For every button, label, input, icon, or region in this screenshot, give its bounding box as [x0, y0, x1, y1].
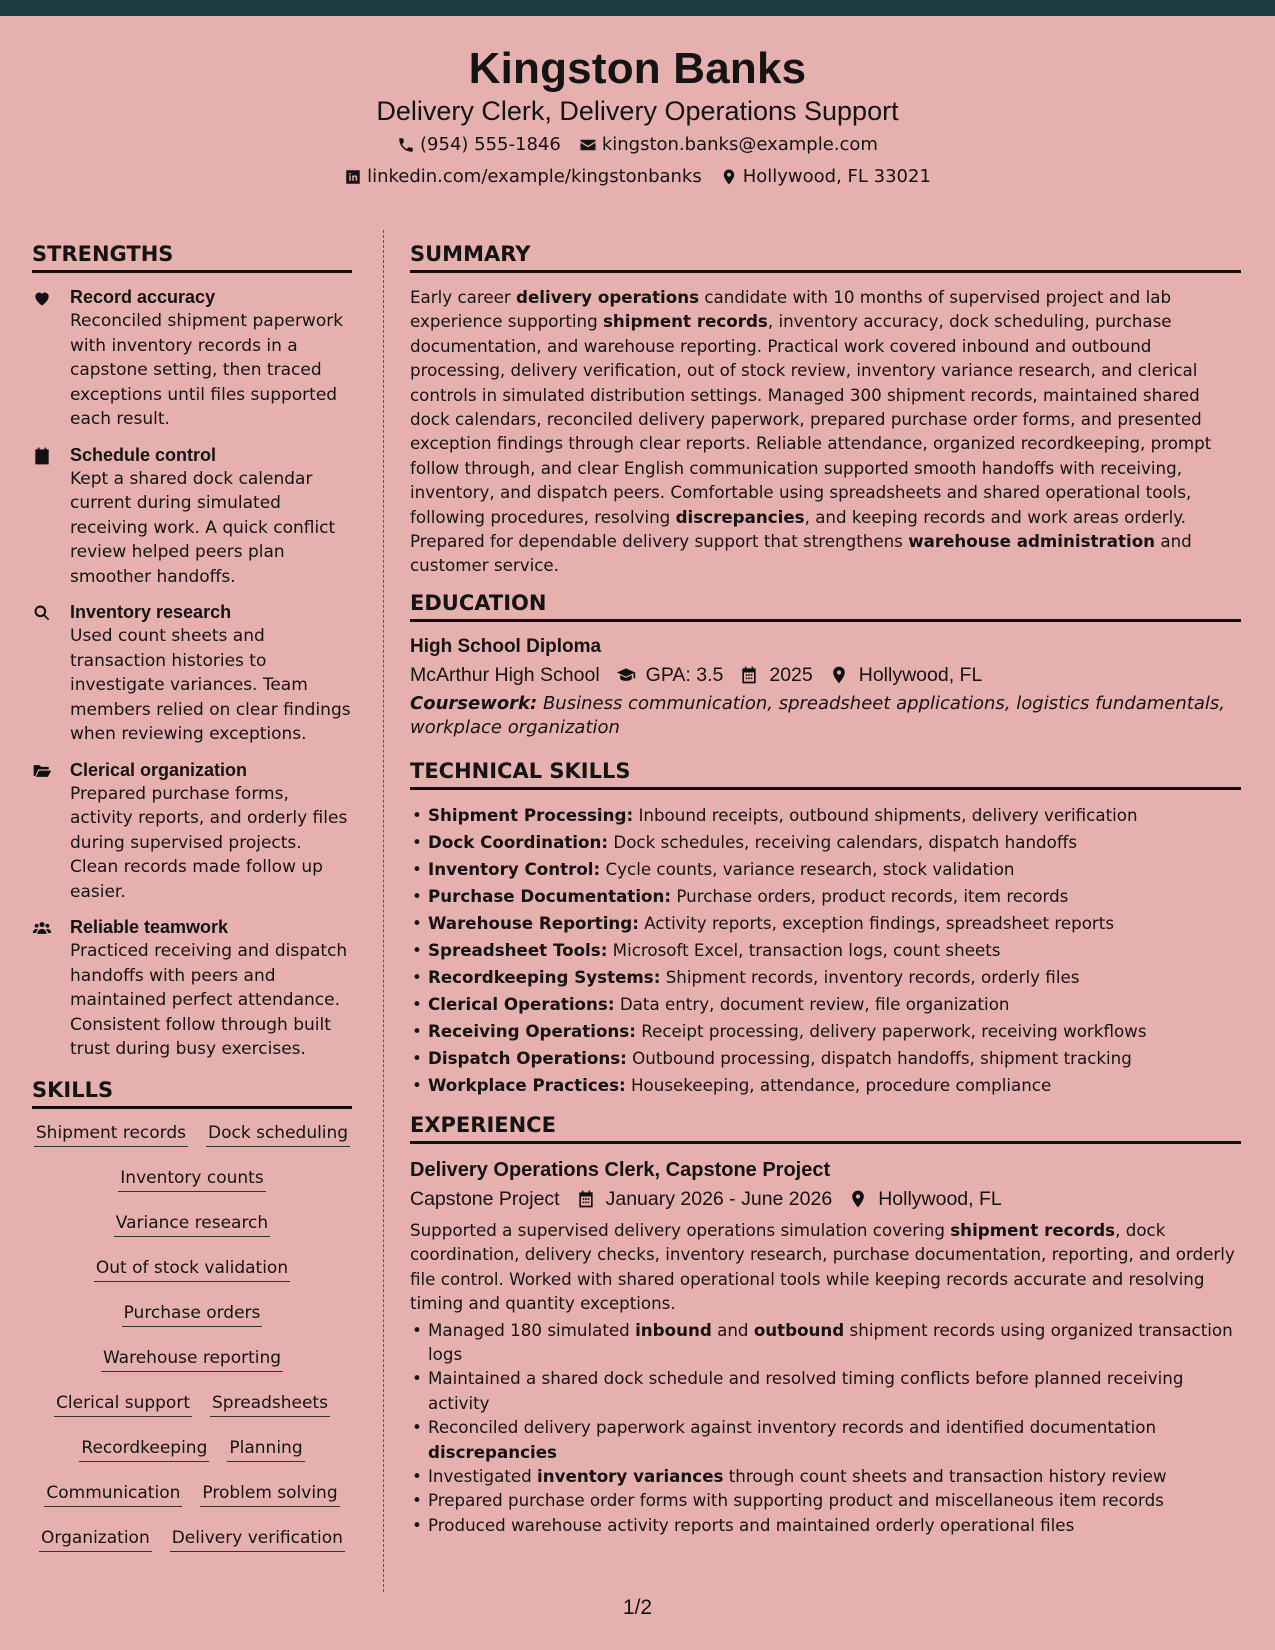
skill-row — [32, 1526, 352, 1571]
coursework-label: Coursework: — [410, 692, 538, 714]
left-column — [32, 242, 352, 1571]
phone-text: (954) 555-1846 — [420, 134, 561, 155]
strength-body — [70, 600, 352, 747]
skills-tag-cloud — [32, 1121, 352, 1571]
experience-location: Hollywood, FL — [878, 1187, 1002, 1210]
technical-skill-label: Warehouse Reporting: — [428, 912, 639, 933]
skill-tag: Purchase orders — [122, 1301, 263, 1327]
experience-org: Capstone Project — [410, 1187, 560, 1210]
text-segment: through count sheets and transaction history review — [723, 1465, 1167, 1486]
search-icon — [32, 603, 52, 623]
experience-bullet — [410, 1318, 1241, 1367]
strength-body — [70, 758, 352, 905]
map-pin-icon — [720, 168, 738, 186]
text-segment: Prepared purchase order forms with supporting product and miscellaneous item records — [428, 1490, 1164, 1511]
technical-skill-item — [410, 829, 1241, 856]
technical-skill-value: Receipt processing, delivery paperwork, receiving workflows — [635, 1020, 1147, 1041]
linkedin-text[interactable]: linkedin.com/example/kingstonbanks — [367, 166, 702, 187]
strength-body — [70, 443, 352, 590]
page-number: 1/2 — [622, 1596, 653, 1619]
skill-row — [32, 1301, 352, 1346]
skill-tag: Inventory counts — [118, 1166, 265, 1192]
experience-bullet — [410, 1513, 1241, 1537]
map-pin-icon — [848, 1189, 868, 1209]
technical-skill-label: Clerical Operations: — [428, 993, 615, 1014]
technical-skill-label: Shipment Processing: — [428, 804, 634, 825]
strength-body — [70, 915, 352, 1062]
strength-item — [32, 915, 352, 1062]
education-year: 2025 — [769, 663, 813, 686]
technical-skill-label: Recordkeeping Systems: — [428, 966, 661, 987]
experience-bullet — [410, 1464, 1241, 1488]
technical-skill-value: Activity reports, exception findings, spreadsheet reports — [638, 912, 1115, 933]
technical-skill-value: Data entry, document review, file organization — [614, 993, 1010, 1014]
strength-icon-wrap — [32, 915, 70, 1062]
experience-meta — [410, 1184, 1241, 1214]
top-accent-bar — [0, 0, 1275, 16]
technical-skill-label: Purchase Documentation: — [428, 885, 672, 906]
coursework-text: Business communication, spreadsheet applications, logistics fundamentals, workplace organization — [410, 692, 1225, 739]
education-gpa: GPA: 3.5 — [645, 663, 724, 686]
technical-skill-label: Dock Coordination: — [428, 831, 609, 852]
text-segment: Supported a supervised delivery operations simulation covering — [410, 1219, 951, 1240]
map-pin-icon — [829, 665, 849, 685]
technical-skill-value: Purchase orders, product records, item records — [671, 885, 1069, 906]
strength-description: Prepared purchase forms, activity reports, and orderly files during supervised projects. Clean records made follow up easier. — [70, 783, 348, 902]
skill-tag: Warehouse reporting — [101, 1346, 283, 1372]
strength-title: Record accuracy — [70, 287, 216, 307]
technical-skill-item — [410, 1045, 1241, 1072]
technical-skill-value: Inbound receipts, outbound shipments, delivery verification — [633, 804, 1138, 825]
text-segment: , inventory accuracy, dock scheduling, purchase documentation, and warehouse reporting. Practical work covered inbound and outbound processing, delivery verification, out of stock review, inventory variance research, and clerical controls in simulated distribution settings. Managed 300 shipment records, maintained shared dock calendars, reconciled delivery paperwork, prepared purchase order forms, and presented exception findings through clear reports. Reliable attendance, organized recordkeeping, prompt follow through, and clear English communication supported smooth handoffs with receiving, inventory, and dispatch peers. Comfortable using spreadsheets and shared operational tools, following procedures, resolving — [410, 311, 1212, 527]
technical-skill-item — [410, 802, 1241, 829]
education-school: McArthur High School — [410, 663, 600, 686]
skill-tag: Dock scheduling — [206, 1121, 350, 1147]
text-segment: , dock coordination, delivery checks, inventory research, purchase documentation, reporting, and orderly file control. Worked with shared operational tools while keeping records accurate and resolving timing and quantity exceptions. — [410, 1219, 1235, 1314]
text-segment: Produced warehouse activity reports and maintained orderly operational files — [428, 1514, 1075, 1535]
emphasis-text: shipment records — [950, 1219, 1116, 1240]
technical-skill-item — [410, 1072, 1241, 1099]
strength-item — [32, 285, 352, 432]
resume-header — [0, 16, 1275, 204]
skill-row — [32, 1346, 352, 1391]
technical-skill-value: Housekeeping, attendance, procedure compliance — [625, 1074, 1052, 1095]
calendar-icon — [576, 1189, 596, 1209]
experience-bullet — [410, 1366, 1241, 1415]
strength-description: Reconciled shipment paperwork with inventory records in a capstone setting, then traced exceptions until files supported each result. — [70, 311, 344, 429]
linkedin-icon — [344, 168, 362, 186]
skill-tag: Problem solving — [200, 1481, 339, 1507]
strength-icon-wrap — [32, 285, 70, 432]
skill-row — [32, 1166, 352, 1211]
text-segment: Reconciled delivery paperwork against inventory records and identified documentation — [428, 1417, 1157, 1438]
email-text[interactable]: kingston.banks@example.com — [601, 134, 878, 155]
technical-skill-item — [410, 910, 1241, 937]
experience-bullets — [410, 1318, 1241, 1538]
strength-body — [70, 285, 352, 432]
experience-bullet — [410, 1488, 1241, 1512]
technical-skill-item — [410, 856, 1241, 883]
technical-skill-item — [410, 964, 1241, 991]
text-segment: and customer service. — [410, 531, 1192, 576]
skill-tag: Planning — [227, 1436, 304, 1462]
strength-item — [32, 758, 352, 905]
skill-tag: Out of stock validation — [94, 1256, 290, 1282]
experience-role: Delivery Operations Clerk, Capstone Project — [410, 1158, 831, 1181]
text-segment: Early career — [410, 287, 517, 307]
strength-title: Clerical organization — [70, 759, 248, 780]
users-icon — [32, 918, 52, 938]
emphasis-text: inbound — [635, 1319, 712, 1340]
contact-phone — [397, 134, 561, 155]
education-location: Hollywood, FL — [858, 663, 983, 686]
experience-dates: January 2026 - June 2026 — [605, 1187, 833, 1210]
contact-location — [720, 166, 931, 187]
skills-heading: SKILLS — [32, 1078, 352, 1109]
skill-tag: Communication — [44, 1481, 182, 1507]
phone-icon — [397, 136, 415, 154]
emphasis-text: inventory variances — [537, 1465, 724, 1486]
emphasis-text: delivery operations — [516, 287, 700, 307]
emphasis-text: discrepancies — [428, 1441, 557, 1462]
strength-title: Inventory research — [70, 602, 232, 622]
strength-title: Schedule control — [70, 444, 217, 465]
emphasis-text: outbound — [753, 1319, 845, 1340]
strength-description: Practiced receiving and dispatch handoffs with peers and maintained perfect attendance. Consistent follow through built trust during busy exercises. — [70, 941, 348, 1059]
column-divider — [383, 230, 384, 1592]
skill-tag: Spreadsheets — [210, 1391, 330, 1417]
contact-email[interactable] — [579, 134, 878, 155]
skill-tag: Variance research — [114, 1211, 270, 1237]
skill-tag: Shipment records — [34, 1121, 188, 1147]
folder-icon — [32, 761, 52, 781]
technical-skill-value: Dock schedules, receiving calendars, dispatch handoffs — [608, 831, 1078, 852]
emphasis-text: shipment records — [602, 311, 768, 332]
envelope-icon — [579, 136, 597, 154]
text-segment: candidate with 10 months of supervised project and lab experience supporting — [410, 287, 1172, 332]
strengths-list — [32, 285, 352, 1062]
emphasis-text: warehouse administration — [908, 531, 1156, 552]
skill-row — [32, 1481, 352, 1526]
strength-icon-wrap — [32, 758, 70, 905]
contact-linkedin[interactable] — [344, 166, 702, 187]
summary-text — [410, 285, 1241, 578]
strength-icon-wrap — [32, 443, 70, 590]
skill-row — [32, 1256, 352, 1301]
strength-description: Kept a shared dock calendar current during simulated receiving work. A quick conflict review helped peers plan smoother handoffs. — [70, 468, 336, 587]
skill-tag: Organization — [39, 1526, 152, 1552]
technical-skill-label: Receiving Operations: — [428, 1020, 636, 1041]
technical-skills-list — [410, 802, 1241, 1099]
text-segment: Investigated — [428, 1465, 538, 1486]
experience-heading: EXPERIENCE — [410, 1113, 1241, 1144]
text-segment: Maintained a shared dock schedule and resolved timing conflicts before planned receiving activity — [428, 1368, 1184, 1413]
experience-intro — [410, 1218, 1241, 1316]
text-segment: Managed 180 simulated — [428, 1319, 636, 1340]
emphasis-text: discrepancies — [675, 506, 805, 527]
skill-tag: Recordkeeping — [79, 1436, 209, 1462]
technical-skill-label: Workplace Practices: — [428, 1074, 626, 1095]
technical-skill-item — [410, 883, 1241, 910]
skill-tag: Clerical support — [54, 1391, 192, 1417]
technical-skill-item — [410, 1018, 1241, 1045]
candidate-name: Kingston Banks — [468, 44, 807, 93]
education-meta — [410, 660, 1241, 690]
experience-bullet — [410, 1415, 1241, 1464]
technical-skill-value: Outbound processing, dispatch handoffs, shipment tracking — [626, 1047, 1132, 1068]
contact-row-primary — [0, 134, 1275, 155]
strength-title: Reliable teamwork — [70, 917, 229, 937]
technical-skill-label: Dispatch Operations: — [428, 1047, 627, 1068]
heart-icon — [32, 288, 52, 308]
technical-skill-value: Shipment records, inventory records, orderly files — [660, 966, 1080, 987]
calendar-icon — [739, 665, 759, 685]
skill-row — [32, 1211, 352, 1256]
contact-row-secondary — [0, 166, 1275, 187]
right-column — [410, 242, 1241, 1537]
skill-row — [32, 1436, 352, 1481]
skill-row — [32, 1391, 352, 1436]
technical-skill-value: Microsoft Excel, transaction logs, count sheets — [607, 939, 1001, 960]
skill-row — [32, 1121, 352, 1166]
strength-item — [32, 443, 352, 590]
technical-skill-label: Spreadsheet Tools: — [428, 939, 608, 960]
education-heading: EDUCATION — [410, 591, 1241, 622]
technical-skill-item — [410, 991, 1241, 1018]
education-coursework — [410, 692, 1241, 741]
strengths-heading: STRENGTHS — [32, 242, 352, 273]
strength-icon-wrap — [32, 600, 70, 747]
technical-skill-label: Inventory Control: — [428, 858, 601, 879]
calendar-icon — [32, 446, 52, 466]
education-degree: High School Diploma — [410, 635, 602, 657]
skill-tag: Delivery verification — [170, 1526, 345, 1552]
summary-heading: SUMMARY — [410, 242, 1241, 273]
technical-skills-heading: TECHNICAL SKILLS — [410, 759, 1241, 790]
technical-skill-value: Cycle counts, variance research, stock validation — [600, 858, 1015, 879]
location-text: Hollywood, FL 33021 — [742, 166, 931, 187]
text-segment: , and keeping records and work areas orderly. Prepared for dependable delivery support that strengthens — [410, 506, 1187, 552]
candidate-title: Delivery Clerk, Delivery Operations Support — [376, 96, 899, 126]
graduation-cap-icon — [616, 665, 636, 685]
strength-description: Used count sheets and transaction histories to investigate variances. Team members relied on clear findings when reviewing exceptions. — [70, 626, 351, 744]
text-segment: and — [711, 1319, 754, 1340]
text-segment: shipment records using organized transaction logs — [428, 1319, 1233, 1364]
technical-skill-item — [410, 937, 1241, 964]
strength-item — [32, 600, 352, 747]
